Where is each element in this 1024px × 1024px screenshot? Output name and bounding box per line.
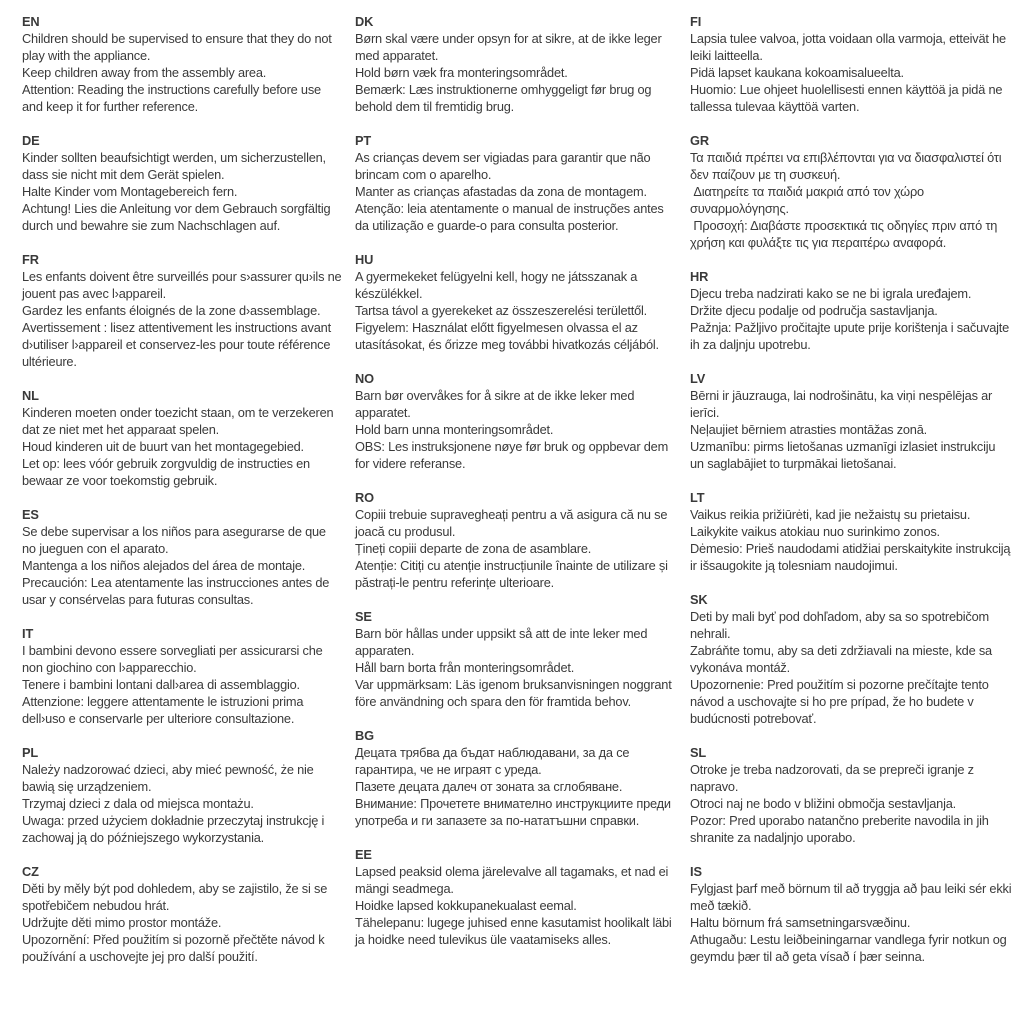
language-section-it xyxy=(22,625,342,727)
instruction-paragraph: Deti by mali byť pod dohľadom, aby sa so spotrebičom nehrali. xyxy=(690,609,993,641)
language-section-en xyxy=(22,13,342,115)
language-code-heading: NL xyxy=(22,388,39,403)
instruction-paragraph: Děti by měly být pod dohledem, aby se zajistilo, že si se spotřebičem nebudou hrát. xyxy=(22,881,331,913)
language-section-fi xyxy=(690,13,1012,115)
instruction-paragraph: Manter as crianças afastadas da zona de montagem. xyxy=(355,184,647,199)
instruction-paragraph: Atenție: Citiți cu atenție instrucțiunile înainte de utilizare și păstrați-le pentru referințe ulterioare. xyxy=(355,558,672,590)
instruction-paragraph: Let op: lees vóór gebruik zorgvuldig de instructies en bewaar ze voor toekomstig gebruik. xyxy=(22,456,314,488)
language-section-dk xyxy=(355,13,677,115)
language-code-heading: NO xyxy=(355,371,374,386)
instruction-paragraph: Huomio: Lue ohjeet huolellisesti ennen käyttöä ja pidä ne tallessa tulevaa käyttöä varten. xyxy=(690,82,1006,114)
language-section-nl xyxy=(22,387,342,489)
language-code-heading: DK xyxy=(355,14,374,29)
language-section-gr xyxy=(690,132,1012,251)
instruction-paragraph: Fylgjast þarf með börnum til að tryggja að þau leiki sér ekki með tækið. xyxy=(690,881,1015,913)
instruction-paragraph: Gardez les enfants éloignés de la zone d›assemblage. xyxy=(22,303,321,318)
instruction-paragraph: Uwaga: przed użyciem dokładnie przeczytaj instrukcję i zachowaj ją do późniejszego wykorzystania. xyxy=(22,813,328,845)
language-code-heading: IS xyxy=(690,864,702,879)
instruction-paragraph: Figyelem: Használat előtt figyelmesen olvassa el az utasításokat, és őrizze meg további hivatkozás céljából. xyxy=(355,320,659,352)
language-code-heading: ES xyxy=(22,507,39,522)
instruction-paragraph: Otroke je treba nadzorovati, da se prepreči igranje z napravo. xyxy=(690,762,978,794)
instruction-paragraph: Trzymaj dzieci z dala od miejsca montażu. xyxy=(22,796,254,811)
language-section-ro xyxy=(355,489,677,591)
language-section-se xyxy=(355,608,677,710)
instruction-paragraph: Dėmesio: Prieš naudodami atidžiai perskaitykite instrukciją ir išsaugokite ją tolesniam naudojimui. xyxy=(690,541,1014,573)
instruction-paragraph: Var uppmärksam: Läs igenom bruksanvisningen noggrant före användning och spara den för framtida behov. xyxy=(355,677,675,709)
instruction-paragraph: Bērni ir jāuzrauga, lai nodrošinātu, ka viņi nespēlējas ar ierīci. xyxy=(690,388,996,420)
instruction-paragraph: Децата трябва да бъдат наблюдавани, за да се гарантира, че не играят с уреда. xyxy=(355,745,633,777)
language-section-lt xyxy=(690,489,1012,574)
instruction-paragraph: Laikykite vaikus atokiau nuo surinkimo zonos. xyxy=(690,524,940,539)
instruction-paragraph: Należy nadzorować dzieci, aby mieć pewność, że nie bawią się urządzeniem. xyxy=(22,762,317,794)
language-section-sk xyxy=(690,591,1012,727)
instruction-paragraph: Țineți copiii departe de zona de asamblare. xyxy=(355,541,592,556)
language-code-heading: FI xyxy=(690,14,702,29)
instruction-paragraph: Διατηρείτε τα παιδιά μακριά από τον χώρο συναρμολόγησης. xyxy=(690,184,928,216)
instruction-paragraph: Tenere i bambini lontani dall›area di assemblaggio. xyxy=(22,677,300,692)
language-code-heading: CZ xyxy=(22,864,39,879)
instruction-paragraph: A gyermekeket felügyelni kell, hogy ne játsszanak a készülékkel. xyxy=(355,269,641,301)
language-section-ee xyxy=(355,846,677,948)
instruction-paragraph: Tartsa távol a gyerekeket az összeszerelési területtől. xyxy=(355,303,648,318)
language-code-heading: DE xyxy=(22,133,40,148)
instruction-paragraph: Barn bör hållas under uppsikt så att de inte leker med apparaten. xyxy=(355,626,651,658)
instruction-paragraph: Zabráňte tomu, aby sa deti zdržiavali na mieste, kde sa vykonáva montáž. xyxy=(690,643,996,675)
instruction-paragraph: Внимание: Прочетете внимателно инструкциите преди употреба и ги запазете за по-нататъшни справки. xyxy=(355,796,675,828)
instruction-paragraph: Bemærk: Læs instruktionerne omhyggeligt før brug og behold dem til fremtidig brug. xyxy=(355,82,655,114)
instruction-paragraph: Hoidke lapsed kokkupanekualast eemal. xyxy=(355,898,577,913)
language-code-heading: LV xyxy=(690,371,706,386)
instruction-paragraph: Achtung! Lies die Anleitung vor dem Gebrauch sorgfältig durch und bewahre sie zum Nachschlagen auf. xyxy=(22,201,334,233)
instruction-paragraph: As crianças devem ser vigiadas para garantir que não brincam com o aparelho. xyxy=(355,150,654,182)
instruction-paragraph: Hold børn væk fra monteringsområdet. xyxy=(355,65,568,80)
language-code-heading: PT xyxy=(355,133,372,148)
instruction-paragraph: Uzmanību: pirms lietošanas uzmanīgi izlasiet instrukciju un saglabājiet to turpmākai lietošanai. xyxy=(690,439,999,471)
instruction-paragraph: Držite djecu podalje od područja sastavljanja. xyxy=(690,303,938,318)
instruction-paragraph: Atenção: leia atentamente o manual de instruções antes da utilização e guarde-o para consulta posterior. xyxy=(355,201,667,233)
instruction-paragraph: Τα παιδιά πρέπει να επιβλέπονται για να διασφαλιστεί ότι δεν παίζουν με τη συσκευή. xyxy=(690,150,1005,182)
language-section-de xyxy=(22,132,342,234)
language-code-heading: HU xyxy=(355,252,374,267)
instruction-paragraph: Pidä lapset kaukana kokoamisalueelta. xyxy=(690,65,904,80)
language-section-cz xyxy=(22,863,342,965)
instruction-paragraph: Udržujte děti mimo prostor montáže. xyxy=(22,915,222,930)
instructions-column-1 xyxy=(22,13,345,1024)
language-code-heading: HR xyxy=(690,269,709,284)
instruction-paragraph: Athugaðu: Lestu leiðbeiningarnar vandlega fyrir notkun og geymdu þær til að geta vísað í þær seinna. xyxy=(690,932,1010,964)
instruction-paragraph: Vaikus reikia prižiūrėti, kad jie nežaistų su prietaisu. xyxy=(690,507,971,522)
instruction-paragraph: Attenzione: leggere attentamente le istruzioni prima dell›uso e conservarle per ulteriore consultazione. xyxy=(22,694,307,726)
instruction-paragraph: Copiii trebuie supravegheați pentru a vă asigura că nu se joacă cu produsul. xyxy=(355,507,671,539)
instruction-paragraph: Children should be supervised to ensure that they do not play with the appliance. xyxy=(22,31,336,63)
language-section-es xyxy=(22,506,342,608)
instruction-paragraph: Προσοχή: Διαβάστε προσεκτικά τις οδηγίες πριν από τη χρήση και φυλάξτε τις για περαιτέρω αναφορά. xyxy=(690,218,1001,250)
language-code-heading: SK xyxy=(690,592,708,607)
instruction-paragraph: Upozornenie: Pred použitím si pozorne prečítajte tento návod a uschovajte si ho pre prípad, že ho budete v budúcnosti potrebovať. xyxy=(690,677,992,726)
language-section-fr xyxy=(22,251,345,370)
instruction-paragraph: Haltu börnum frá samsetningarsvæðinu. xyxy=(690,915,911,930)
instructions-column-2 xyxy=(355,13,677,1024)
instruction-paragraph: Пазете децата далеч от зоната за сглобяване. xyxy=(355,779,623,794)
language-code-heading: GR xyxy=(690,133,709,148)
instruction-paragraph: Houd kinderen uit de buurt van het montagegebied. xyxy=(22,439,304,454)
instruction-paragraph: Precaución: Lea atentamente las instrucciones antes de usar y consérvelas para futuras consultas. xyxy=(22,575,333,607)
language-code-heading: BG xyxy=(355,728,374,743)
instruction-paragraph: Keep children away from the assembly area. xyxy=(22,65,267,80)
language-section-is xyxy=(690,863,1015,965)
instruction-paragraph: Tähelepanu: lugege juhised enne kasutamist hoolikalt läbi ja hoidke need tulevikus üle vaatamiseks alles. xyxy=(355,915,675,947)
instruction-paragraph: Neļaujiet bērniem atrasties montāžas zonā. xyxy=(690,422,927,437)
instruction-paragraph: Pozor: Pred uporabo natančno preberite navodila in jih shranite za nadaljnjo uporabo. xyxy=(690,813,993,845)
language-section-hr xyxy=(690,268,1012,353)
instruction-paragraph: I bambini devono essere sorvegliati per assicurarsi che non giochino con l›apparecchio. xyxy=(22,643,326,675)
language-code-heading: PL xyxy=(22,745,39,760)
instruction-paragraph: OBS: Les instruksjonene nøye før bruk og oppbevar dem for videre referanse. xyxy=(355,439,672,471)
language-section-pt xyxy=(355,132,677,234)
language-section-no xyxy=(355,370,677,472)
instruction-paragraph: Mantenga a los niños alejados del área de montaje. xyxy=(22,558,306,573)
instruction-paragraph: Avertissement : lisez attentivement les instructions avant d›utiliser l›appareil et conservez-les pour toute référence ultérieure. xyxy=(22,320,335,369)
language-code-heading: SL xyxy=(690,745,707,760)
language-section-hu xyxy=(355,251,677,353)
language-code-heading: EE xyxy=(355,847,372,862)
language-section-lv xyxy=(690,370,1012,472)
instruction-paragraph: Pažnja: Pažljivo pročitajte upute prije korištenja i sačuvajte ih za daljnju upotrebu. xyxy=(690,320,1013,352)
language-section-sl xyxy=(690,744,1012,846)
instruction-paragraph: Lapsia tulee valvoa, jotta voidaan olla varmoja, etteivät he leiki laitteella. xyxy=(690,31,1010,63)
language-code-heading: RO xyxy=(355,490,374,505)
instruction-paragraph: Djecu treba nadzirati kako se ne bi igrala uređajem. xyxy=(690,286,972,301)
language-code-heading: SE xyxy=(355,609,372,624)
instruction-paragraph: Upozornění: Před použitím si pozorně přečtěte návod k používání a uschovejte jej pro další použití. xyxy=(22,932,328,964)
instruction-paragraph: Lapsed peaksid olema järelevalve all tagamaks, et nad ei mängi seadmega. xyxy=(355,864,672,896)
language-code-heading: IT xyxy=(22,626,34,641)
instruction-paragraph: Kinderen moeten onder toezicht staan, om te verzekeren dat ze niet met het apparaat spelen. xyxy=(22,405,337,437)
language-code-heading: FR xyxy=(22,252,39,267)
instruction-paragraph: Otroci naj ne bodo v bližini območja sestavljanja. xyxy=(690,796,956,811)
instruction-paragraph: Kinder sollten beaufsichtigt werden, um sicherzustellen, dass sie nicht mit dem Gerät spielen. xyxy=(22,150,330,182)
instruction-paragraph: Les enfants doivent être surveillés pour s›assurer qu›ils ne jouent pas avec l›appareil. xyxy=(22,269,345,301)
instructions-column-3 xyxy=(690,13,1015,1024)
language-section-bg xyxy=(355,727,677,829)
instruction-paragraph: Se debe supervisar a los niños para asegurarse de que no jueguen con el aparato. xyxy=(22,524,330,556)
instruction-paragraph: Attention: Reading the instructions carefully before use and keep it for further reference. xyxy=(22,82,325,114)
instruction-paragraph: Halte Kinder vom Montagebereich fern. xyxy=(22,184,238,199)
instruction-paragraph: Hold barn unna monteringsområdet. xyxy=(355,422,554,437)
instruction-paragraph: Håll barn borta från monteringsområdet. xyxy=(355,660,575,675)
language-code-heading: LT xyxy=(690,490,705,505)
instruction-paragraph: Barn bør overvåkes for å sikre at de ikke leker med apparatet. xyxy=(355,388,638,420)
language-code-heading: EN xyxy=(22,14,40,29)
instruction-paragraph: Børn skal være under opsyn for at sikre, at de ikke leger med apparatet. xyxy=(355,31,665,63)
language-section-pl xyxy=(22,744,342,846)
